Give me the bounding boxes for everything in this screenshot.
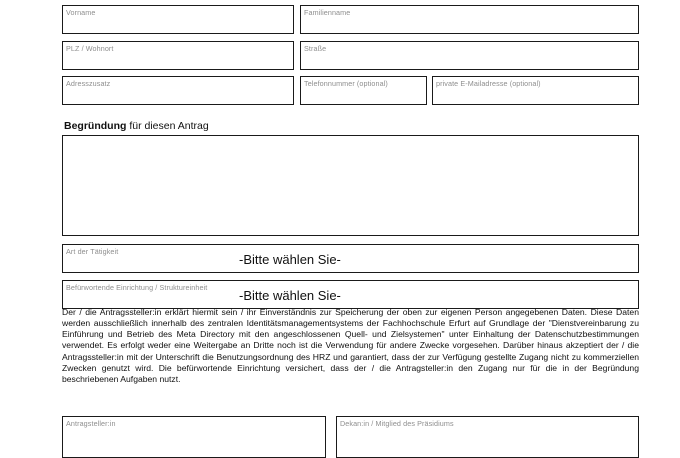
- begruendung-heading-rest: für diesen Antrag: [126, 120, 209, 132]
- strasse-label: Straße: [304, 44, 327, 53]
- strasse-field[interactable]: [300, 41, 639, 70]
- adresszusatz-label: Adresszusatz: [66, 79, 111, 88]
- begruendung-heading-bold: Begründung: [64, 120, 127, 132]
- plz-wohnort-label: PLZ / Wohnort: [66, 44, 114, 53]
- einrichtung-selected-value: -Bitte wählen Sie-: [239, 288, 341, 303]
- consent-text: Der / die Antragssteller:in erklärt hiermit sein / ihr Einverständnis zur Speicherung der oben zur eigenen Person angegebenen Daten. Diese Daten werden ausschließlich innerhalb des zentralen Identitätsmanagementsystems der Fachhochschule Erfurt auf Grundlage der "Dienstvereinbarung zu Einführung und Betrieb des Meta Directory mit den angeschlossenen Quell- und Zielsystemen" unter Einhaltung der Datenschutzbestimmungen verwendet. Es erfolgt weder eine Weitergabe an Dritte noch ist die Verwendung für andere Zwecke vorgesehen. Darüber hinaus akzeptiert der / die Antragssteller:in mit der Unterschrift die Benutzungsordnung des HRZ und garantiert, dass der zur Verfügung gestellte Zugang nicht zu kommerziellen Zwecken genutzt wird. Die befürwortende Einrichtung versichert, dass der / die Antragsteller:in den Zugang nur für die in der Begründung beschriebenen Aufgaben nutzt.: [62, 307, 639, 384]
- antragsteller-signature-field[interactable]: [62, 416, 326, 458]
- antragsteller-signature-label: Antragsteller:in: [66, 419, 116, 428]
- plz-wohnort-field[interactable]: [62, 41, 294, 70]
- taetigkeit-select[interactable]: [62, 244, 639, 273]
- telefonnummer-label: Telefonnummer (optional): [304, 79, 388, 88]
- taetigkeit-selected-value: -Bitte wählen Sie-: [239, 252, 341, 267]
- email-label: private E-Mailadresse (optional): [436, 79, 541, 88]
- dekan-signature-field[interactable]: [336, 416, 639, 458]
- email-field[interactable]: [432, 76, 639, 105]
- vorname-label: Vorname: [66, 8, 96, 17]
- dekan-signature-label: Dekan:in / Mitglied des Präsidiums: [340, 419, 454, 428]
- einrichtung-label: Befürwortende Einrichtung / Struktureinheit: [66, 283, 208, 292]
- vorname-field[interactable]: [62, 5, 294, 34]
- taetigkeit-label: Art der Tätigkeit: [66, 247, 119, 256]
- begruendung-heading: [64, 120, 209, 132]
- familienname-field[interactable]: [300, 5, 639, 34]
- telefonnummer-field[interactable]: [300, 76, 427, 105]
- familienname-label: Familienname: [304, 8, 351, 17]
- adresszusatz-field[interactable]: [62, 76, 294, 105]
- begruendung-textarea[interactable]: [62, 135, 639, 236]
- einrichtung-select[interactable]: [62, 280, 639, 309]
